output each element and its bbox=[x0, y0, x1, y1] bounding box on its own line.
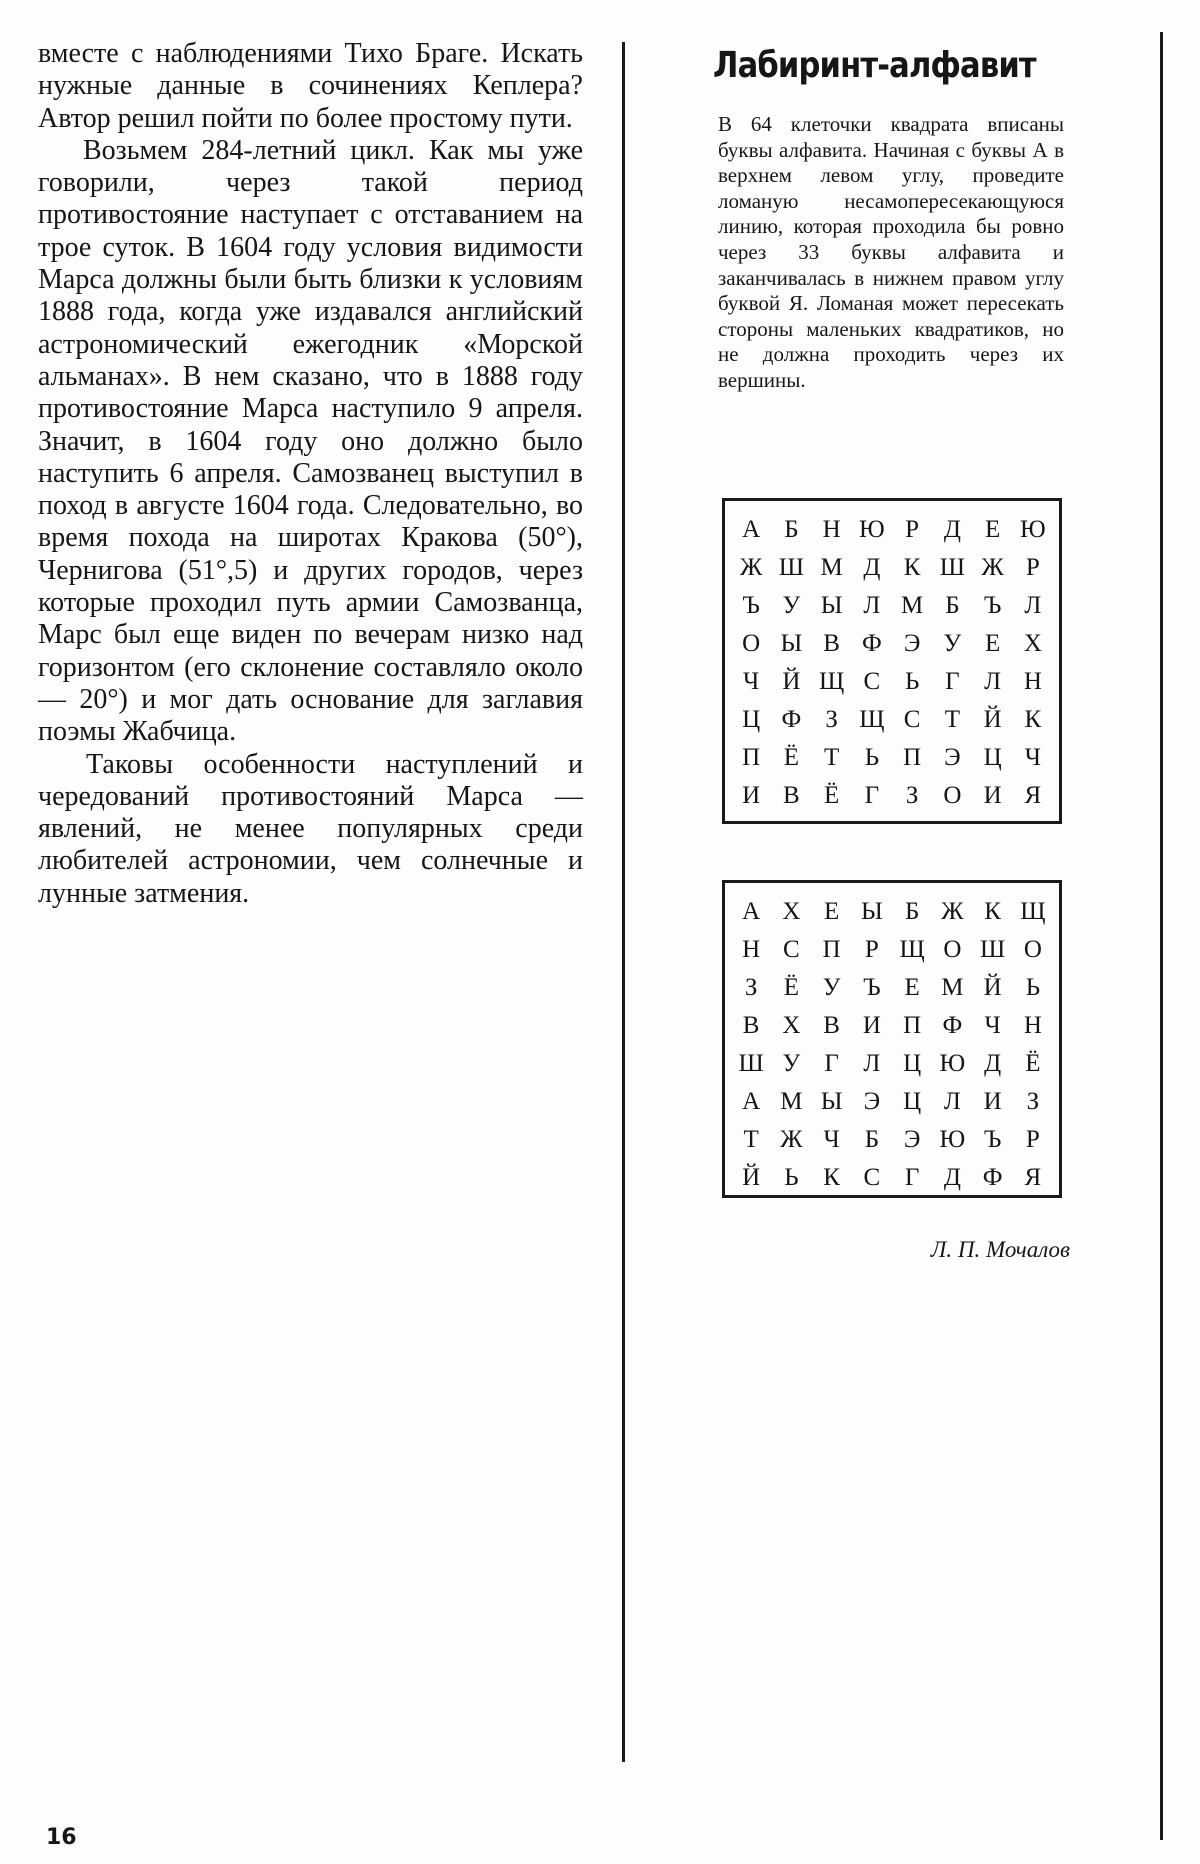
letter-grid-2 bbox=[722, 880, 1062, 1198]
grid-cell: П bbox=[903, 1012, 922, 1039]
grid-cell: Е bbox=[823, 898, 840, 925]
grid-cell: А bbox=[742, 516, 761, 543]
grid-cell: Ъ bbox=[863, 974, 881, 1001]
right-edge-rule bbox=[1160, 32, 1163, 1840]
grid-cell: М bbox=[901, 592, 924, 619]
grid-cell: Т bbox=[944, 706, 961, 733]
grid-cell: К bbox=[903, 554, 921, 581]
grid-cell: Н bbox=[1023, 1012, 1042, 1039]
grid-cell: Б bbox=[784, 516, 799, 543]
grid-cell: Ъ bbox=[983, 592, 1002, 619]
grid-cell: Щ bbox=[1020, 898, 1046, 925]
grid-cell: Щ bbox=[899, 936, 925, 963]
column-divider bbox=[622, 42, 625, 1762]
grid-cell: О bbox=[1023, 936, 1042, 963]
grid-cell: Х bbox=[782, 898, 801, 925]
grid-cell: И bbox=[983, 1088, 1002, 1115]
grid-cell: Н bbox=[742, 936, 761, 963]
puzzle-description: В 64 клеточки квадрата вписаны буквы алфавита. Начиная с буквы А в верхнем левом углу, проведите ломаную несамопересекающуюся линию, которая проходила бы ровно через 33 буквы алфавита и заканчивалась в нижнем правом углу буквой Я. Ломаная может пересекать стороны маленьких квадратиков, но не должна проходить через их вершины. bbox=[718, 112, 1064, 392]
grid-cell: Л bbox=[1024, 592, 1042, 619]
grid-cell: М bbox=[941, 974, 964, 1001]
grid-cell: Б bbox=[904, 898, 920, 925]
grid-cell: К bbox=[1024, 706, 1042, 733]
grid-cell: Ю bbox=[859, 516, 885, 543]
grid-cell: О bbox=[943, 782, 962, 809]
grid-cell: Д bbox=[863, 554, 881, 581]
grid-cell: Ж bbox=[739, 554, 763, 581]
grid-cell: Ю bbox=[1020, 516, 1046, 543]
grid-cell: Д bbox=[984, 1050, 1002, 1077]
grid-cell: И bbox=[742, 782, 761, 809]
grid-cell: Ч bbox=[823, 1126, 840, 1153]
grid-cell: Ы bbox=[820, 1088, 843, 1115]
grid-cell: У bbox=[782, 592, 801, 619]
grid-cell: З bbox=[905, 782, 919, 809]
grid-cell: М bbox=[780, 1088, 803, 1115]
grid-cell: Е bbox=[904, 974, 920, 1001]
grid-cell: Ы bbox=[860, 898, 883, 925]
grid-cell: Ь bbox=[784, 1164, 799, 1191]
grid-cell: Ё bbox=[1025, 1050, 1041, 1077]
grid-cell: Ы bbox=[820, 592, 843, 619]
grid-cell: Щ bbox=[859, 706, 885, 733]
grid-cell: З bbox=[1026, 1088, 1040, 1115]
grid-cell: П bbox=[822, 936, 841, 963]
grid-cell: В bbox=[823, 1012, 840, 1039]
grid-cell: Э bbox=[944, 744, 961, 771]
grid-cell: Ш bbox=[738, 1050, 764, 1077]
grid-cell: З bbox=[744, 974, 758, 1001]
grid-cell: Э bbox=[863, 1088, 881, 1115]
grid-cell: Ё bbox=[783, 744, 800, 771]
grid-cell: Ф bbox=[942, 1012, 963, 1039]
grid-cell: Ф bbox=[982, 1164, 1003, 1191]
grid-cell: У bbox=[782, 1050, 801, 1077]
grid-cell: П bbox=[742, 744, 761, 771]
grid-cell: Ж bbox=[981, 554, 1004, 581]
author-signature: Л. П. Мочалов bbox=[930, 1237, 1070, 1262]
grid-cell: Ё bbox=[783, 974, 800, 1001]
grid-cell: О bbox=[742, 630, 761, 657]
grid-cell: Ч bbox=[1024, 744, 1041, 771]
grid-cell: В bbox=[783, 782, 800, 809]
grid-cell: Щ bbox=[819, 668, 845, 695]
letter-grid-1 bbox=[722, 498, 1062, 824]
grid-cell: Ю bbox=[939, 1126, 966, 1153]
grid-cell: Ч bbox=[743, 668, 760, 695]
grid-cell: Ч bbox=[984, 1012, 1001, 1039]
grid-cell: Ы bbox=[780, 630, 803, 657]
grid-cell: Л bbox=[863, 1050, 881, 1077]
grid-cell: Э bbox=[903, 1126, 921, 1153]
grid-cell: П bbox=[903, 744, 922, 771]
grid-cell: У bbox=[822, 974, 841, 1001]
left-column bbox=[38, 38, 583, 910]
grid-cell: К bbox=[984, 898, 1001, 925]
paragraph-2: Возьмем 284-летний цикл. Как мы уже говорили, через такой период противостояние наступает с отставанием на трое суток. В 1604 году условия видимости Марса должны были быть близки к условиям 1888 года, когда уже издавался английский астрономический ежегодник «Морской альманах». В нем сказано, что в 1888 году противостояние Марса наступило 9 апреля. Значит, в 1604 году оно должно было наступить 6 апреля. Самозванец выступил в поход в августе 1604 года. Следовательно, во время похода на широтах Кракова (50°), Чернигова (51°,5) и других городов, через которые проходил путь армии Самозванца, Марс был еще виден по вечерам низко над горизонтом (его склонение составляло около — 20°) и мог дать основание для заглавия поэмы Жабчица. bbox=[38, 134, 583, 748]
grid-cell: Г bbox=[824, 1050, 839, 1077]
grid-cell: Б bbox=[864, 1126, 880, 1153]
grid-cell: Я bbox=[1024, 782, 1042, 809]
grid-cell: С bbox=[863, 668, 881, 695]
grid-cell: В bbox=[823, 630, 840, 657]
grid-cell: Р bbox=[1025, 554, 1040, 581]
grid-cell: Ж bbox=[780, 1126, 803, 1153]
grid-cell: И bbox=[862, 1012, 881, 1039]
puzzle-title: Лабиринт-алфавит bbox=[713, 45, 1036, 86]
grid-cell: Э bbox=[903, 630, 921, 657]
grid-cell: Х bbox=[782, 1012, 801, 1039]
grid-cell: Д bbox=[943, 516, 961, 543]
grid-cell: Н bbox=[1023, 668, 1042, 695]
grid-cell: Е bbox=[984, 630, 1001, 657]
grid-cell: Н bbox=[822, 516, 841, 543]
grid-cell: Ц bbox=[983, 744, 1002, 771]
grid-cell: И bbox=[983, 782, 1002, 809]
grid-cell: С bbox=[903, 706, 921, 733]
grid-cell: Р bbox=[1025, 1126, 1040, 1153]
grid-cell: Ъ bbox=[742, 592, 760, 619]
grid-cell: Ф bbox=[781, 706, 802, 733]
grid-cell: Р bbox=[864, 936, 879, 963]
page-number: 16 bbox=[46, 1825, 77, 1850]
grid-cell: Б bbox=[945, 592, 960, 619]
grid-cell: Е bbox=[984, 516, 1001, 543]
grid-cell: Ъ bbox=[983, 1126, 1002, 1153]
grid-cell: Й bbox=[742, 1164, 761, 1191]
grid-cell: Г bbox=[945, 668, 960, 695]
grid-cell: Л bbox=[984, 668, 1002, 695]
grid-cell: Р bbox=[905, 516, 920, 543]
grid-cell: Й bbox=[983, 706, 1002, 733]
grid-cell: О bbox=[943, 936, 962, 963]
grid-cell: Т bbox=[743, 1126, 759, 1153]
grid-cell: Ж bbox=[941, 898, 964, 925]
grid-cell: Ц bbox=[742, 706, 761, 733]
grid-cell: Ф bbox=[861, 630, 882, 657]
grid-cell: Ь bbox=[864, 744, 880, 771]
grid-cell: Ш bbox=[980, 936, 1006, 963]
grid-cell: Ь bbox=[1025, 974, 1041, 1001]
grid-cell: Ц bbox=[903, 1088, 922, 1115]
grid-cell: Г bbox=[864, 782, 880, 809]
grid-cell: Ш bbox=[778, 554, 804, 581]
grid-cell: А bbox=[742, 898, 761, 925]
grid-cell: Д bbox=[943, 1164, 961, 1191]
grid-cell: З bbox=[825, 706, 838, 733]
grid-cell: Ц bbox=[903, 1050, 922, 1077]
grid-cell: У bbox=[943, 630, 962, 657]
grid-cell: С bbox=[863, 1164, 881, 1191]
grid-cell: М bbox=[820, 554, 843, 581]
paragraph-1: вместе с наблюдениями Тихо Браге. Искать нужные данные в сочинениях Кеплера? Автор решил пойти по более простому пути. bbox=[38, 38, 583, 134]
grid-cell: Ю bbox=[939, 1050, 966, 1077]
grid-cell: Ь bbox=[904, 668, 920, 695]
grid-cell: Ш bbox=[939, 554, 965, 581]
grid-cell: В bbox=[742, 1012, 760, 1039]
grid-cell: Л bbox=[943, 1088, 961, 1115]
grid-cell: Т bbox=[823, 744, 840, 771]
grid-cell: Л bbox=[863, 592, 881, 619]
grid-cell: Г bbox=[904, 1164, 920, 1191]
grid-cell: Й bbox=[782, 668, 801, 695]
grid-cell: Ё bbox=[823, 782, 840, 809]
grid-cell: А bbox=[742, 1088, 761, 1115]
grid-cell: Я bbox=[1024, 1164, 1042, 1191]
grid-cell: Х bbox=[1023, 630, 1042, 657]
grid-cell: Й bbox=[983, 974, 1002, 1001]
paragraph-3: Таковы особенности наступлений и чередований противостояний Марса — явлений, не менее популярных среди любителей астрономии, чем солнечные и лунные затмения. bbox=[38, 748, 583, 909]
grid-cell: С bbox=[783, 936, 800, 963]
grid-cell: К bbox=[823, 1164, 840, 1191]
